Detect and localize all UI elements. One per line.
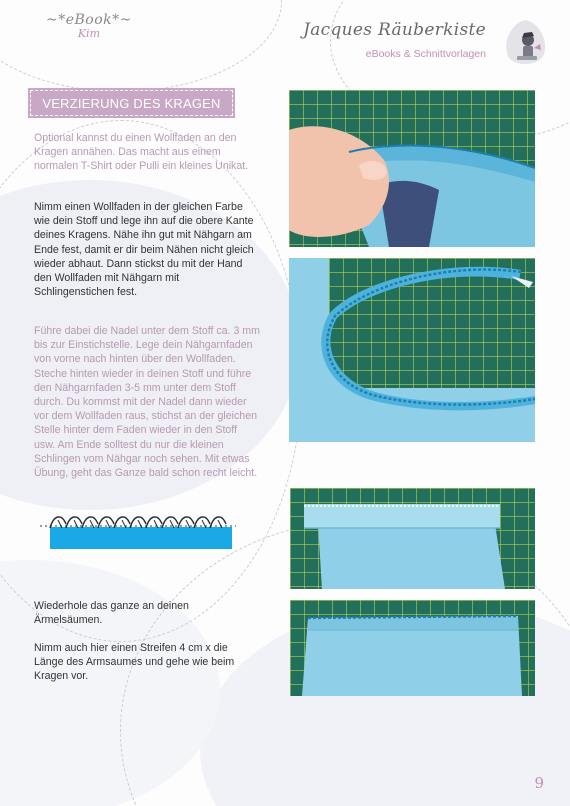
ebook-header	[46, 12, 132, 40]
photo-sleeve-hem	[290, 600, 535, 696]
paragraph-sleeve-strip: Nimm auch hier einen Streifen 4 cm x die Länge des Armsaumes und gehe wie beim Kragen vor.	[34, 642, 235, 683]
brand-name: Jacques Räuberkiste	[303, 20, 486, 40]
paragraph-stitch-instructions: Führe dabei die Nadel unter dem Stoff ca. 3 mm bis zur Einstichstelle. Lege dein Nähgarnfaden von vorne nach hinten über den Wollfaden. Steche hinten wieder in deinen Stoff und führe den Nähgarnfaden 3-5 mm unter dem Stoff durch. Du kommst mit der Nadel dann wieder vor dem Wollfaden raus, stichst an der gleichen Stelle hinter dem Faden wieder in den Stoff usw. Am Ende solltest du nur die kleinen Schlingen vom Nähgar noch sehen. Mit etwas Übung, geht das Ganze bald schon recht leicht.	[34, 325, 260, 480]
brand-tagline: eBooks & Schnittvorlagen	[365, 48, 486, 60]
brand-logo-icon	[504, 18, 548, 68]
page-number: 9	[534, 774, 544, 792]
blanket-stitch-diagram	[40, 508, 238, 554]
paragraph-intro: Optional kannst du einen Wollfaden an den Kragen annähen. Das macht aus einem normalen T-Shirt oder Pulli ein kleines Unikat.	[34, 132, 249, 173]
ebook-label: ~*eBook*~	[46, 12, 132, 28]
paragraph-steps: Nimm einen Wollfaden in der gleichen Farbe wie dein Stoff und lege ihn auf die obere Kante deines Kragens. Nähe ihn gut mit Nähgarn am Ende fest, damit er dir beim Nähen nicht gleich wieder abhaut. Dann stickst du mit der Hand den Wollfaden mit Nähgarn mit Schlingenstichen fest.	[34, 201, 254, 299]
diagram-fabric	[50, 527, 232, 549]
photo-collar-illustration	[289, 90, 535, 247]
section-title-box	[28, 88, 235, 118]
dashed-swirl	[0, 0, 282, 92]
ebook-name: Kim	[77, 27, 101, 40]
photo-stitched-collar	[289, 258, 535, 442]
photo-strip-illustration	[290, 488, 535, 589]
photo-collar-with-wool	[289, 90, 535, 247]
photo-sleeve-strip	[290, 488, 535, 589]
section-title: VERZIERUNG DES KRAGEN	[42, 95, 221, 111]
section-title-frame	[30, 90, 233, 116]
brand-header	[303, 20, 486, 60]
paragraph-sleeves: Wiederhole das ganze an deinen Ärmelsäumen.	[34, 600, 189, 627]
photo-hem-illustration	[290, 600, 535, 696]
photo-neckline-illustration	[289, 258, 535, 442]
